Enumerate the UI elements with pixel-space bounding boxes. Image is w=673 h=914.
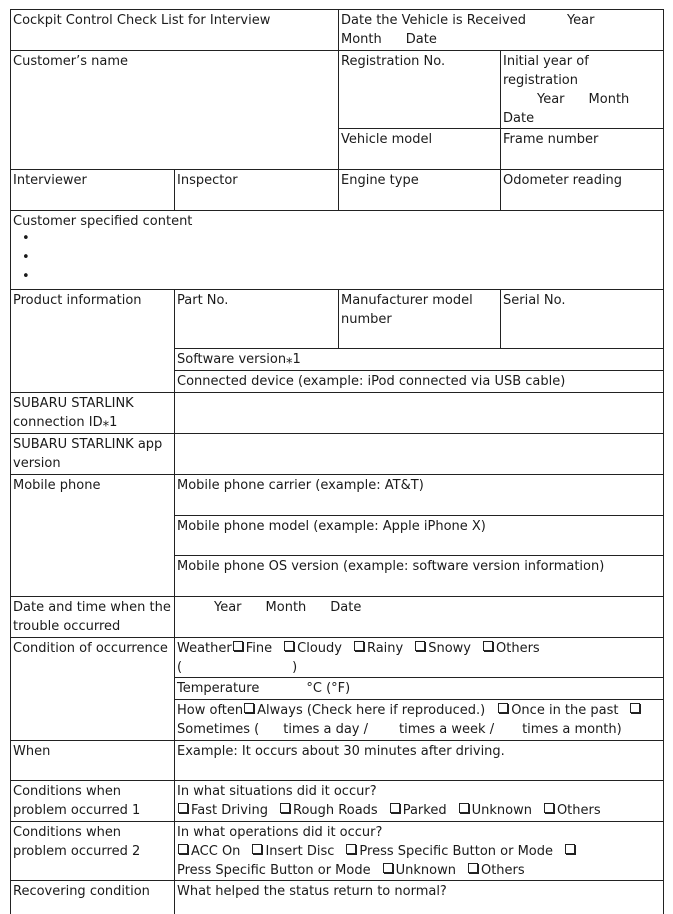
conditions1-option: Fast Driving (191, 803, 269, 818)
conditions2-label: Conditions when problem occurred 2 (13, 825, 141, 859)
interviewer-label: Interviewer (13, 173, 87, 188)
software-version-cell (174, 348, 664, 369)
customer-name-cell (10, 50, 338, 71)
recovering-question: What helped the status return to normal? (177, 884, 447, 899)
conditions1-label: Conditions when problem occurred 1 (13, 784, 141, 818)
product-info-label: Product information (13, 293, 142, 308)
acc-on-checkbox[interactable] (178, 844, 188, 854)
times-per-day-label: times a day / (283, 722, 369, 737)
conditions2-option: Insert Disc (265, 844, 335, 859)
occurrence-cell (10, 637, 174, 658)
connected-device-label: Connected device (example: iPod connected via USB cable) (177, 374, 566, 389)
initial-date-label: Date (503, 111, 535, 126)
received-date-cell (338, 9, 664, 49)
bullet-item: • (22, 250, 30, 265)
unknown-checkbox[interactable] (459, 803, 469, 813)
bullet-item: • (22, 269, 30, 284)
trouble-month-label: Month (265, 600, 307, 615)
recovering-label: Recovering condition (13, 884, 150, 899)
sometimes-label: Sometimes ( (177, 722, 260, 737)
conditions1-question: In what situations did it occur? (177, 784, 377, 799)
conditions1-option: Others (556, 803, 601, 818)
part-no-cell (174, 289, 338, 310)
initial-registration-cell (500, 50, 664, 128)
conditions2-options-cell (174, 821, 664, 880)
occurrence-label: Condition of occurrence (13, 641, 168, 656)
form-title-text: Cockpit Control Check List for Interview (13, 13, 271, 28)
weather-other-open: ( (177, 660, 183, 675)
insert-disc-checkbox[interactable] (252, 844, 262, 854)
customer-name-label: Customer’s name (13, 54, 129, 69)
bullet-item: • (22, 231, 30, 246)
weather-option: Cloudy (297, 641, 342, 656)
weather-option: Rainy (366, 641, 404, 656)
frame-number-cell (500, 128, 664, 149)
when-label: When (13, 744, 51, 759)
starlink-app-version-label: SUBARU STARLINK app version (13, 437, 163, 471)
weather-label: Weather (177, 641, 232, 656)
inspector-cell (174, 169, 338, 190)
weather-option: Fine (245, 641, 273, 656)
others-checkbox[interactable] (544, 803, 554, 813)
interviewer-cell (10, 169, 174, 190)
mobile-os-label: Mobile phone OS version (example: software version information) (177, 559, 605, 574)
weather-snowy-checkbox[interactable] (415, 641, 425, 651)
odometer-label: Odometer reading (503, 173, 623, 188)
always-checkbox[interactable] (244, 703, 254, 713)
conditions1-cell (10, 780, 174, 820)
initial-month-label: Month (588, 92, 630, 107)
weather-others-checkbox[interactable] (483, 641, 493, 651)
weather-cell (174, 637, 664, 677)
initial-year-label: Year (537, 92, 565, 107)
received-year-label: Year (566, 13, 595, 28)
press-button-2-checkbox[interactable] (565, 844, 575, 854)
received-month-label: Month (341, 32, 382, 47)
mobile-carrier-cell (174, 474, 664, 495)
parked-checkbox[interactable] (390, 803, 400, 813)
starlink-connection-id-cell (10, 392, 160, 432)
press-button-checkbox[interactable] (346, 844, 356, 854)
weather-fine-checkbox[interactable] (233, 641, 243, 651)
weather-option: Snowy (428, 641, 472, 656)
form-title (10, 9, 338, 30)
mobile-carrier-label: Mobile phone carrier (example: AT&T) (177, 478, 424, 493)
trouble-date-label: Date (330, 600, 362, 615)
mobile-model-cell (174, 515, 664, 536)
registration-no-cell (338, 50, 500, 71)
others-2-checkbox[interactable] (468, 863, 478, 873)
sometimes-checkbox[interactable] (630, 703, 640, 713)
received-date-label: Date the Vehicle is Received (341, 13, 526, 28)
conditions2-cell (10, 821, 174, 861)
trouble-date-cell (174, 596, 664, 617)
conditions1-option: Rough Roads (293, 803, 378, 818)
always-label: Always (Check here if reproduced.) (257, 703, 486, 718)
weather-other-close: ) (292, 660, 298, 675)
temperature-cell (174, 677, 664, 698)
initial-registration-label: Initial year of registration (503, 54, 589, 88)
recovering-cell (10, 880, 174, 901)
mobile-phone-label: Mobile phone (13, 478, 101, 493)
engine-type-label: Engine type (341, 173, 419, 188)
weather-cloudy-checkbox[interactable] (284, 641, 294, 651)
times-per-month-label: times a month) (522, 722, 622, 737)
conditions1-options-cell (174, 780, 664, 820)
how-often-label: How often (177, 703, 244, 718)
once-past-checkbox[interactable] (498, 703, 508, 713)
temperature-unit: °C (°F) (306, 681, 351, 696)
manufacturer-model-cell (338, 289, 488, 329)
serial-no-cell (500, 289, 664, 310)
recovering-question-cell (174, 880, 664, 901)
inspector-label: Inspector (177, 173, 238, 188)
rough-roads-checkbox[interactable] (280, 803, 290, 813)
customer-content-label: Customer specified content (13, 214, 193, 229)
trouble-year-label: Year (214, 600, 242, 615)
vehicle-model-label: Vehicle model (341, 132, 433, 147)
when-example-cell (174, 740, 664, 761)
received-date-day-label: Date (405, 32, 437, 47)
weather-rainy-checkbox[interactable] (354, 641, 364, 651)
odometer-cell (500, 169, 664, 190)
connected-device-cell (174, 370, 664, 391)
frame-number-label: Frame number (503, 132, 599, 147)
when-example: Example: It occurs about 30 minutes after driving. (177, 744, 505, 759)
customer-content-cell (10, 210, 664, 289)
mobile-model-label: Mobile phone model (example: Apple iPhone X) (177, 519, 486, 534)
conditions2-option: Press Specific Button or Mode (177, 863, 371, 878)
times-per-week-label: times a week / (399, 722, 495, 737)
software-version-label: Software version⁎1 (177, 352, 301, 367)
mobile-phone-cell (10, 474, 174, 495)
conditions1-option: Unknown (471, 803, 532, 818)
conditions1-option: Parked (402, 803, 447, 818)
weather-option: Others (496, 641, 540, 656)
conditions2-option: Others (480, 863, 525, 878)
trouble-time-cell (10, 596, 174, 636)
serial-no-label: Serial No. (503, 293, 566, 308)
unknown-2-checkbox[interactable] (383, 863, 393, 873)
once-past-label: Once in the past (511, 703, 619, 718)
temperature-label: Temperature (177, 681, 260, 696)
starlink-app-version-cell (10, 433, 168, 473)
vehicle-model-cell (338, 128, 500, 149)
conditions2-option: ACC On (191, 844, 241, 859)
trouble-time-label: Date and time when the trouble occurred (13, 600, 171, 634)
starlink-connection-id-label: SUBARU STARLINK connection ID⁎1 (13, 396, 134, 430)
mobile-os-cell (174, 555, 664, 576)
product-info-cell (10, 289, 174, 310)
conditions2-option: Press Specific Button or Mode (359, 844, 554, 859)
when-cell (10, 740, 174, 761)
part-no-label: Part No. (177, 293, 229, 308)
engine-type-cell (338, 169, 500, 190)
manufacturer-model-label: Manufacturer model number (341, 293, 473, 327)
how-often-cell (174, 699, 664, 739)
registration-no-label: Registration No. (341, 54, 446, 69)
conditions2-option: Unknown (395, 863, 456, 878)
conditions2-question: In what operations did it occur? (177, 825, 383, 840)
fast-driving-checkbox[interactable] (178, 803, 188, 813)
